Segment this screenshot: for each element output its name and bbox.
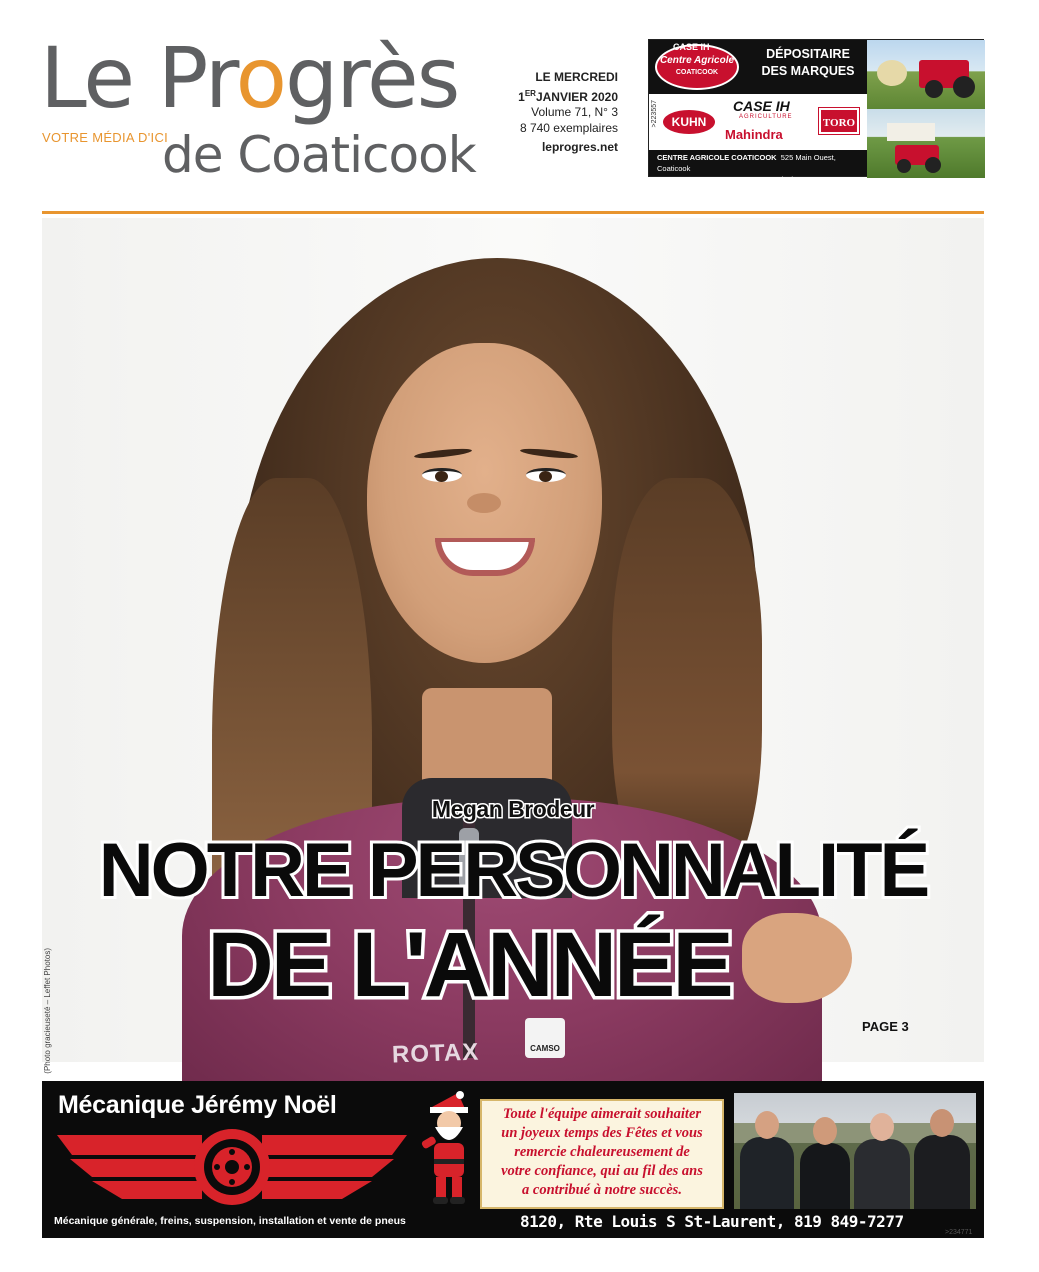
issue-date: 1ERJANVIER 2020 — [518, 88, 618, 104]
garage-address-phone: 8120, Rte Louis S St-Laurent, 819 849-7277 — [520, 1212, 904, 1231]
tractor-photo-2 — [867, 109, 985, 178]
services-list: Mécanique générale, freins, suspension, installation et vente de pneus — [54, 1215, 406, 1227]
eye-icon — [422, 468, 462, 482]
kuhn-logo: KUHN — [663, 110, 715, 134]
bottom-ad-code: >234771 — [945, 1229, 973, 1236]
logo-tagline: VOTRE MÉDIA D'ICI — [42, 130, 169, 145]
headline-subject-name: Megan Brodeur — [431, 796, 595, 822]
headline-line-1: NOTRE PERSONNALITÉ — [98, 828, 928, 913]
toro-logo: TORO — [819, 108, 859, 134]
case-ih-logo: CASE IH — [733, 98, 790, 114]
mahindra-logo: Mahindra — [725, 127, 783, 142]
issue-volume: Volume 71, N° 3 — [531, 105, 618, 119]
cover-photo — [42, 218, 984, 1074]
newspaper-logo — [40, 28, 500, 188]
case-ih-subtitle: AGRICULTURE — [739, 114, 793, 120]
logo-subtitle: de Coaticook — [162, 126, 476, 184]
headline-line-2: DE L'ANNÉE — [207, 914, 731, 1016]
holiday-message-box — [480, 1099, 724, 1209]
top-advertisement[interactable] — [648, 39, 984, 184]
centre-agricole-logo: Centre Agricole COATICOOK — [655, 44, 739, 90]
ad-brand-logos — [649, 94, 867, 152]
garage-name: Mécanique Jérémy Noël — [58, 1091, 337, 1119]
team-member — [914, 1135, 970, 1209]
photo-credit: (Photo gracieuseté – Leffet Photos) — [43, 948, 52, 1074]
jacket-sponsor-text: ROTAX — [391, 1038, 480, 1069]
issue-day: LE MERCREDI — [535, 70, 618, 84]
ad-depositaire-heading: DÉPOSITAIRE DES MARQUES — [761, 47, 855, 78]
hay-bale-icon — [877, 60, 907, 86]
ad-tractor-photos — [867, 40, 985, 178]
tractor-photo-1 — [867, 40, 985, 109]
winged-wheel-icon — [52, 1127, 412, 1207]
camso-badge: CAMSO — [525, 1018, 565, 1058]
masthead-divider — [42, 211, 984, 214]
issue-copies: 8 740 exemplaires — [519, 120, 618, 135]
eye-icon — [526, 468, 566, 482]
website-link[interactable]: leprogres.net — [541, 140, 618, 154]
santa-icon — [418, 1089, 482, 1209]
issue-info — [500, 70, 618, 156]
page-reference[interactable]: PAGE 3 — [862, 1019, 909, 1034]
ad-code: >223557 — [651, 100, 658, 128]
ad-footer: CENTRE AGRICOLE COATICOOK 525 Main Ouest, Coaticook 819 849-2663 • centreagricole.ca — [649, 150, 867, 176]
logo-o-pin-icon: o — [235, 29, 285, 127]
team-member — [800, 1143, 850, 1209]
team-member — [854, 1139, 910, 1209]
bottom-advertisement[interactable] — [42, 1081, 984, 1238]
holiday-message: Toute l'équipe aimerait souhaiter un joyeux temps des Fêtes et vous remercie chaleureusement de votre confiance, qui au fil des ans a contribué à notre succès. — [501, 1106, 703, 1198]
logo-title: Le Progrès — [40, 29, 459, 127]
team-photo — [734, 1093, 976, 1209]
case-ih-top-logo: CASE IH — [673, 42, 710, 52]
team-member — [740, 1137, 794, 1209]
